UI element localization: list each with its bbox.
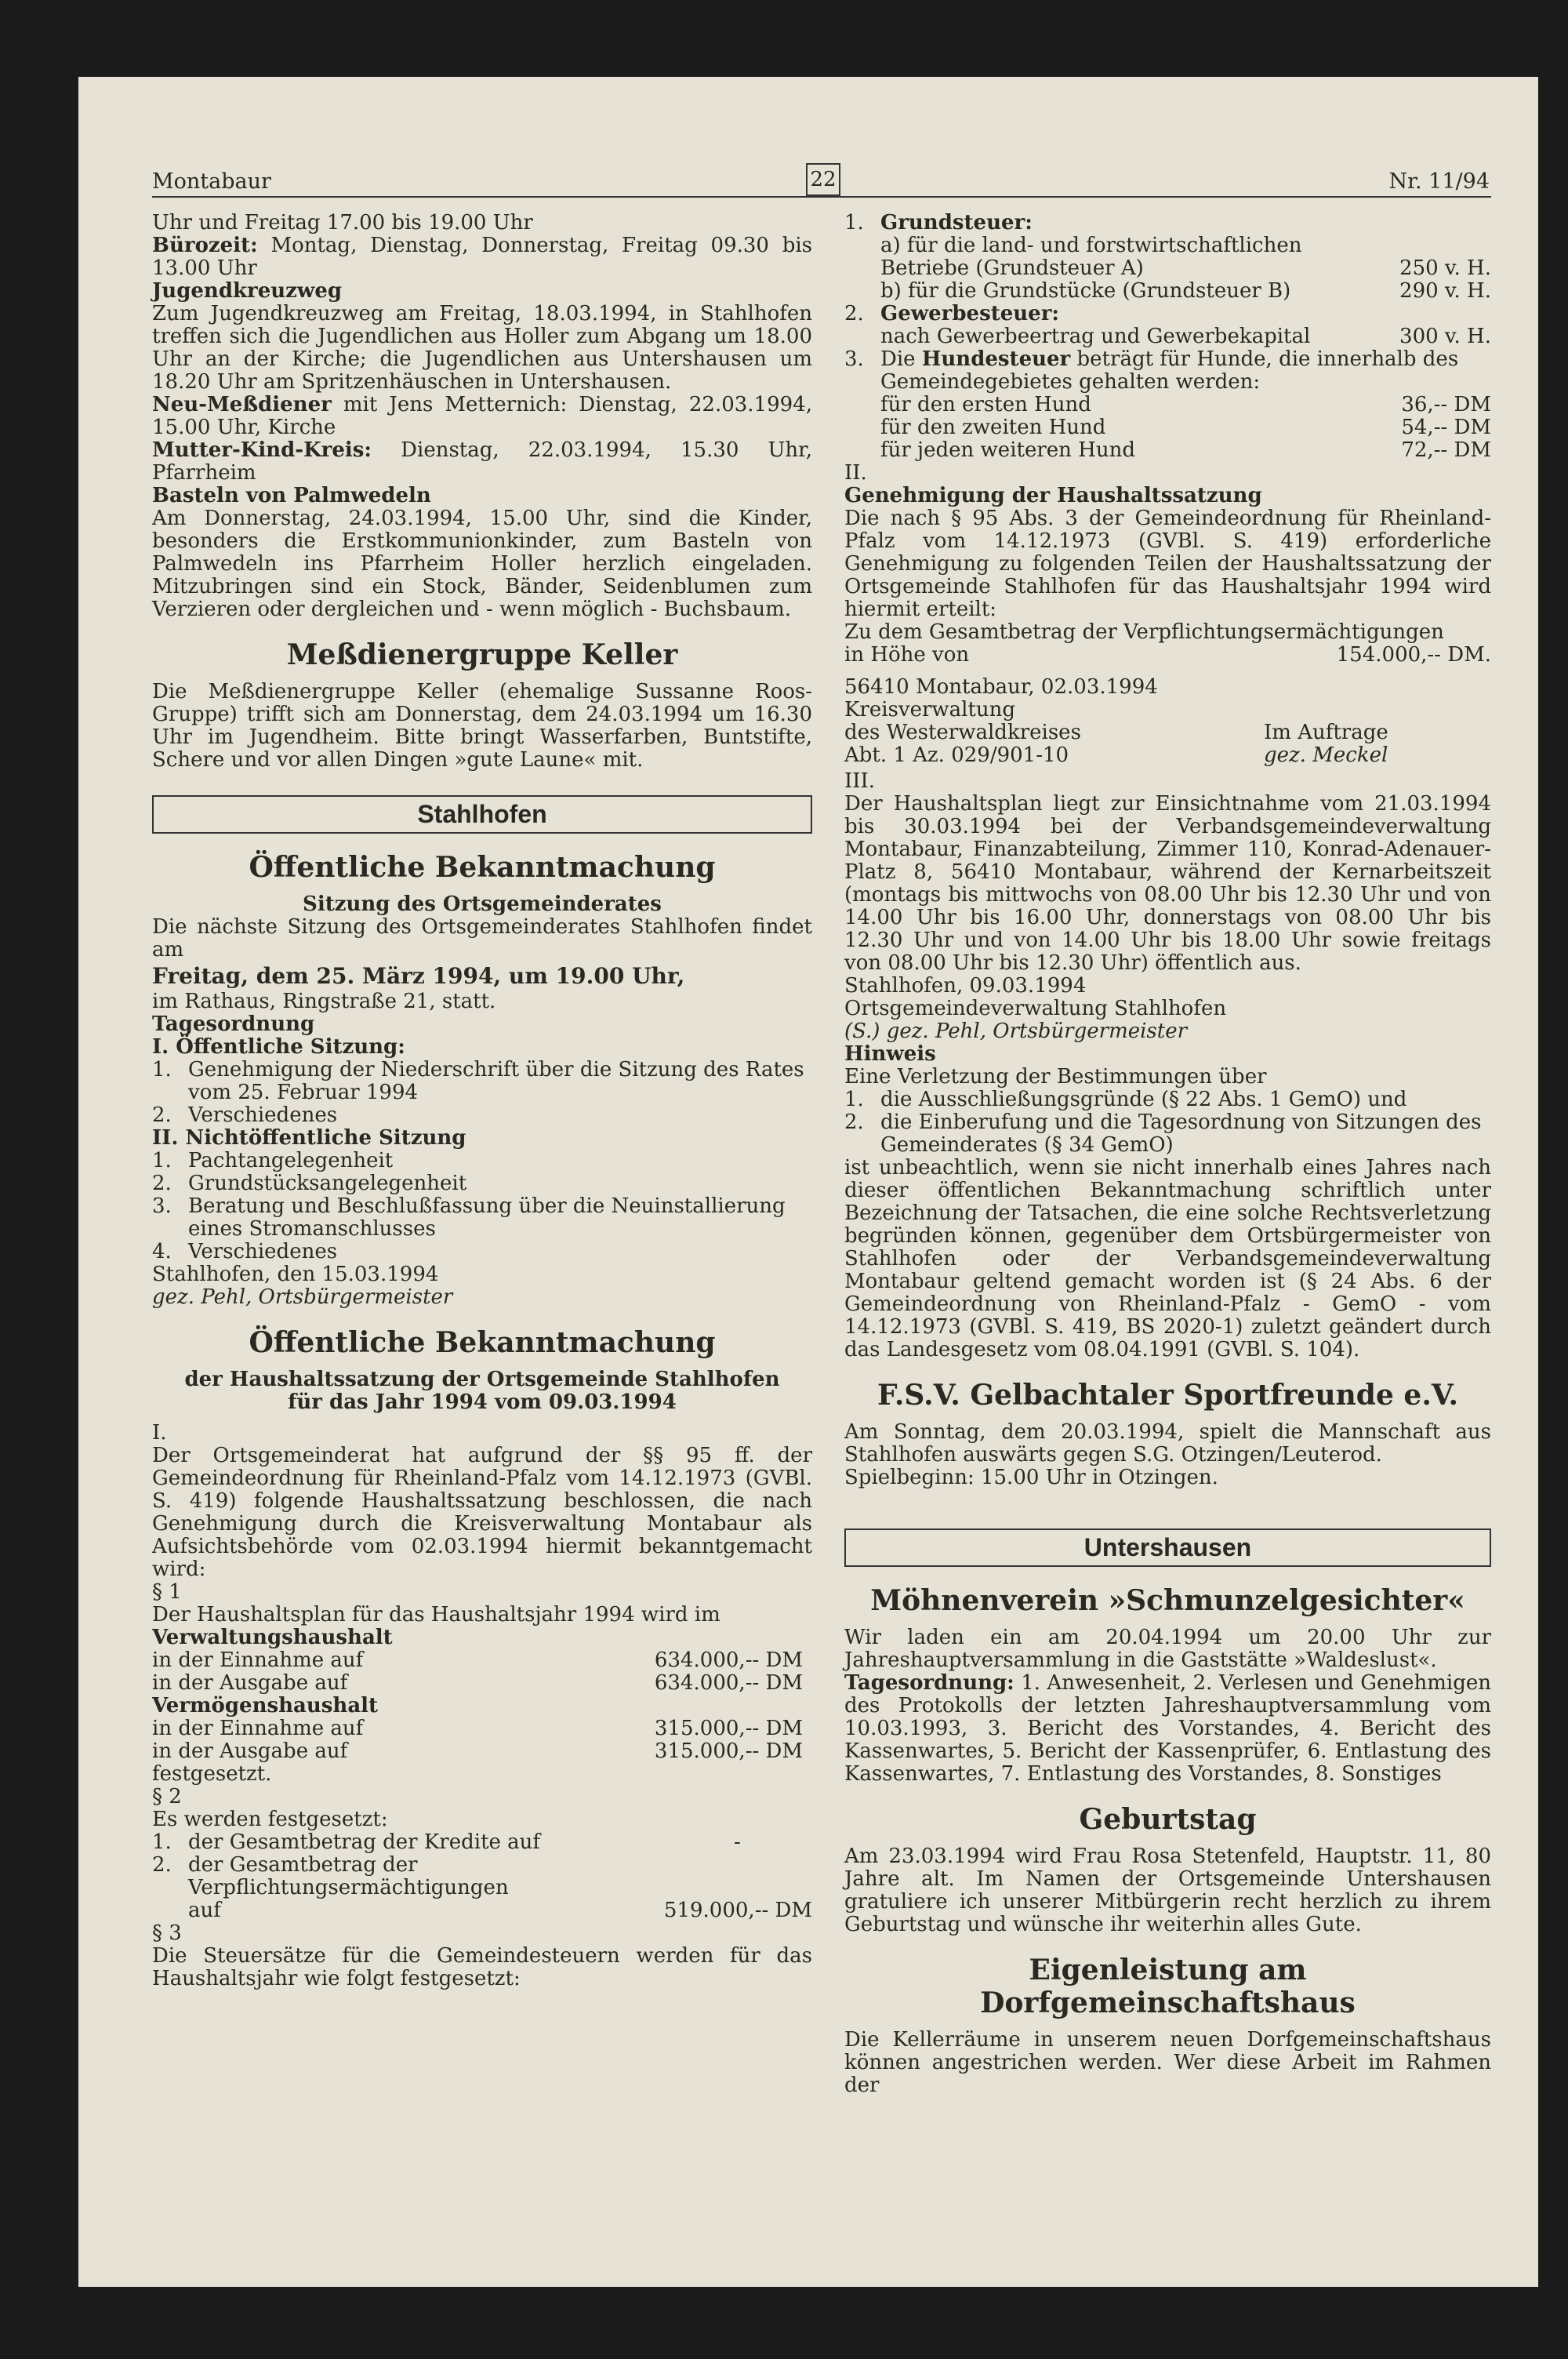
- tax-item: 2. Gewerbesteuer:: [844, 302, 1060, 325]
- paragraph: Die Meßdienergruppe Keller (ehemalige Sussanne Roos-Gruppe) trifft sich am Donnerstag, dem 24.03.1994 um 16.30 Uhr im Jugendheim. Bitte bringt Wasserfarben, Buntstifte, Schere und vor allen Dingen »gute Laune« mit.: [152, 680, 812, 772]
- text-line: Uhr und Freitag 17.00 bis 19.00 Uhr: [152, 211, 533, 234]
- left-column: [152, 212, 812, 1990]
- subhead: Jugendkreuzweg: [152, 279, 343, 303]
- agenda-heading: II. Nichtöffentliche Sitzung: [152, 1126, 466, 1150]
- signature: (S.) gez. Pehl, Ortsbürgermeister: [844, 1020, 1188, 1043]
- list-item: 1. Genehmigung der Niederschrift über die Sitzung des Rates vom 25. Februar 1994: [152, 1058, 804, 1104]
- paragraph: Die nächste Sitzung des Ortsgemeinderates Stahlhofen findet am: [152, 915, 812, 961]
- meeting-date: Freitag, dem 25. März 1994, um 19.00 Uhr,: [152, 963, 685, 989]
- agenda-heading: I. Öffentliche Sitzung:: [152, 1035, 405, 1059]
- paragraph-sign: § 3: [152, 1921, 182, 1945]
- tax-row: für den zweiten Hund 54,-- DM: [880, 416, 1491, 439]
- list-item: 1. Pachtangelegenheit: [152, 1149, 394, 1172]
- section-title: Geburtstag: [1079, 1803, 1257, 1836]
- budget-heading: Verwaltungshaushalt: [152, 1626, 393, 1649]
- notice-subtitle: für das Jahr 1994 vom 09.03.1994: [288, 1390, 677, 1414]
- agenda-title: Tagesordnung: [152, 1012, 315, 1036]
- paragraph: Der Haushaltsplan für das Haushaltsjahr 1994 wird im: [152, 1603, 720, 1627]
- roman-numeral: II.: [844, 461, 867, 485]
- subhead: Genehmigung der Haushaltssatzung: [844, 484, 1262, 507]
- header-town: Montabaur: [152, 169, 271, 194]
- section-title: Meßdienergruppe Keller: [286, 638, 678, 671]
- roman-numeral: I.: [152, 1421, 167, 1445]
- paragraph: Der Haushaltsplan liegt zur Einsichtnahme vom 21.03.1994 bis 30.03.1994 bei der Verbandsgemeindeverwaltung Montabaur, Finanzabteilung, Zimmer 110, Konrad-Adenauer-Platz 8, 56410 Montabaur, während der Kernarbeitszeit (montags bis mittwochs von 08.00 Uhr bis 12.30 Uhr und von 14.00 Uhr bis 16.00 Uhr, donnerstags von 08.00 Uhr bis 12.30 Uhr und von 14.00 Uhr bis 18.00 Uhr sowie freitags von 08.00 Uhr bis 12.30 Uhr) öffentlich aus.: [844, 792, 1491, 975]
- newspaper-page: [78, 77, 1538, 2287]
- paragraph: Es werden festgesetzt:: [152, 1808, 388, 1831]
- paragraph: Neu-Meßdiener mit Jens Metternich: Dienstag, 22.03.1994, 15.00 Uhr, Kirche: [152, 393, 812, 439]
- notice-subtitle: Sitzung des Ortsgemeinderates: [303, 892, 662, 916]
- sign-row: des Westerwaldkreises Im Auftrage: [844, 721, 1388, 744]
- list-item: 2. der Gesamtbetrag der Verpflichtungsermächtigungen auf 519.000,-- DM: [152, 1853, 812, 1922]
- budget-row: in der Einnahme auf 634.000,-- DM: [152, 1648, 803, 1672]
- header-rule: [152, 196, 1491, 198]
- budget-row: in der Ausgabe auf 634.000,-- DM: [152, 1671, 803, 1695]
- tax-row: nach Gewerbeertrag und Gewerbekapital 300 v. H.: [880, 325, 1491, 348]
- list-item: 3. Beratung und Beschlußfassung über die Neuinstallierung eines Stromanschlusses: [152, 1194, 786, 1241]
- list-item: 2. die Einberufung und die Tagesordnung von Sitzungen des Gemeinderates (§ 34 GemO): [844, 1110, 1482, 1157]
- list-item: 2. Grundstücksangelegenheit: [152, 1172, 467, 1195]
- tax-row: für den ersten Hund 36,-- DM: [880, 393, 1491, 416]
- paragraph: Eine Verletzung der Bestimmungen über: [844, 1065, 1267, 1089]
- list-item: 4. Verschiedenes: [152, 1240, 338, 1263]
- sign-row: Abt. 1 Az. 029/901-10 gez. Meckel: [844, 743, 1388, 767]
- list-item: 1. der Gesamtbetrag der Kredite auf -: [152, 1830, 741, 1854]
- sign-place: Stahlhofen, 09.03.1994: [844, 974, 1087, 998]
- section-title: Möhnenverein »Schmunzelgesichter«: [870, 1584, 1465, 1617]
- paragraph-sign: § 1: [152, 1580, 182, 1604]
- paragraph-sign: § 2: [152, 1785, 182, 1808]
- notice-subtitle: der Haushaltssatzung der Ortsgemeinde Stahlhofen: [184, 1368, 780, 1391]
- tax-row: b) für die Grundstücke (Grundsteuer B) 290 v. H.: [880, 279, 1491, 303]
- issue-number: Nr. 11/94: [1388, 169, 1490, 194]
- tax-row: a) für die land- und forstwirtschaftlichen Betriebe (Grundsteuer A) 250 v. H.: [880, 234, 1491, 280]
- paragraph: Die Kellerräume in unserem neuen Dorfgemeinschaftshaus können angestrichen werden. Wer diese Arbeit im Rahmen der: [844, 2028, 1491, 2097]
- section-title: F.S.V. Gelbachtaler Sportfreunde e.V.: [877, 1379, 1459, 1412]
- section-title: Eigenleistung am Dorfgemeinschaftshaus: [980, 1954, 1356, 2019]
- list-item: 2. Verschiedenes: [152, 1103, 338, 1127]
- paragraph: Mutter-Kind-Kreis: Dienstag, 22.03.1994, 15.30 Uhr, Pfarrheim: [152, 438, 813, 485]
- budget-row: in der Einnahme auf 315.000,-- DM: [152, 1717, 803, 1740]
- amount-row: in Höhe von 154.000,-- DM.: [844, 643, 1491, 667]
- paragraph: Am Donnerstag, 24.03.1994, 15.00 Uhr, sind die Kinder, besonders die Erstkommunionkinder, zum Basteln von Palmwedeln ins Pfarrheim Holler herzlich eingeladen. Mitzubringen sind ein Stock, Bänder, Seidenblumen zum Verzieren oder dergleichen und - wenn möglich - Buchsbaum.: [152, 507, 812, 621]
- paragraph: Zu dem Gesamtbetrag der Verpflichtungsermächtigungen: [844, 620, 1444, 644]
- roman-numeral: III.: [844, 769, 876, 793]
- paragraph: Zum Jugendkreuzweg am Freitag, 18.03.1994, in Stahlhofen treffen sich die Jugendlichen aus Holler zum Abgang um 18.00 Uhr an der Kirche; die Jugendlichen aus Untershausen um 18.20 Uhr am Spritzenhäuschen in Untershausen.: [152, 302, 812, 394]
- notice-title: Öffentliche Bekanntmachung: [249, 1326, 716, 1359]
- tax-item: 3. Die Hundesteuer beträgt für Hunde, die innerhalb des Gemeindegebietes gehalten werden:: [844, 347, 1459, 394]
- right-column: [844, 212, 1491, 2097]
- paragraph: im Rathaus, Ringstraße 21, statt.: [152, 990, 496, 1013]
- office-hours: Bürozeit: Montag, Dienstag, Donnerstag, Freitag 09.30 bis 13.00 Uhr: [152, 234, 812, 280]
- sign-place: Stahlhofen, den 15.03.1994: [152, 1263, 439, 1286]
- list-item: 1. die Ausschließungsgründe (§ 22 Abs. 1 GemO) und: [844, 1088, 1407, 1111]
- text-line: festgesetzt.: [152, 1762, 272, 1786]
- subhead: Hinweis: [844, 1042, 936, 1066]
- paragraph: Der Ortsgemeinderat hat aufgrund der §§ 95 ff. der Gemeindeordnung für Rheinland-Pfalz vom 14.12.1973 (GVBl. S. 419) folgende Haushaltssatzung beschlossen, die nach Genehmigung durch die Kreisverwaltung Montabaur als Aufsichtsbehörde vom 02.03.1994 hiermit bekanntgemacht wird:: [152, 1444, 812, 1581]
- text-line: Ortsgemeindeverwaltung Stahlhofen: [844, 997, 1227, 1020]
- paragraph: Wir laden ein am 20.04.1994 um 20.00 Uhr zur Jahreshauptversammlung in die Gaststätte »Waldeslust«.: [844, 1626, 1491, 1672]
- tax-item: 1. Grundsteuer:: [844, 211, 1033, 234]
- budget-row: in der Ausgabe auf 315.000,-- DM: [152, 1739, 803, 1763]
- budget-heading: Vermögenshaushalt: [152, 1694, 379, 1717]
- section-box-untershausen: Untershausen: [844, 1528, 1491, 1567]
- text-line: Kreisverwaltung: [844, 698, 1016, 722]
- paragraph: Am Sonntag, dem 20.03.1994, spielt die Mannschaft aus Stahlhofen auswärts gegen S.G. Otzingen/Leuterod.: [844, 1420, 1491, 1467]
- section-box-stahlhofen: Stahlhofen: [152, 795, 812, 834]
- paragraph: Die Steuersätze für die Gemeindesteuern werden für das Haushaltsjahr wie folgt festgesetzt:: [152, 1944, 812, 1990]
- subhead: Basteln von Palmwedeln: [152, 484, 431, 507]
- paragraph: Am 23.03.1994 wird Frau Rosa Stetenfeld, Hauptstr. 11, 80 Jahre alt. Im Namen der Ortsgemeinde Untershausen gratuliere ich unserer Mitbürgerin recht herzlich zu ihrem Geburtstag und wünsche ihr weiterhin alles Gute.: [844, 1845, 1491, 1936]
- sign-place: 56410 Montabaur, 02.03.1994: [844, 675, 1158, 699]
- paragraph: Spielbeginn: 15.00 Uhr in Otzingen.: [844, 1466, 1218, 1489]
- page-number: 22: [806, 163, 840, 196]
- notice-title: Öffentliche Bekanntmachung: [249, 851, 716, 884]
- paragraph: ist unbeachtlich, wenn sie nicht innerhalb eines Jahres nach dieser öffentlichen Bekanntmachung schriftlich unter Bezeichnung der Tatsachen, die eine solche Rechtsverletzung begründen können, gegenüber dem Ortsbürgermeister von Stahlhofen oder der Verbandsgemeindeverwaltung Montabaur geltend gemacht worden ist (§ 24 Abs. 6 der Gemeindeordnung von Rheinland-Pfalz - GemO - vom 14.12.1973 (GVBl. S. 419, BS 2020-1) zuletzt geändert durch das Landesgesetz vom 08.04.1991 (GVBl. S. 104).: [844, 1156, 1491, 1361]
- paragraph: Tagesordnung: 1. Anwesenheit, 2. Verlesen und Genehmigen des Protokolls der letzten Jahreshauptversammlung vom 10.03.1993, 3. Bericht des Vorstandes, 4. Bericht des Kassenwartes, 5. Bericht der Kassenprüfer, 6. Entlastung des Kassenwartes, 7. Entlastung des Vorstandes, 8. Sonstiges: [844, 1671, 1491, 1786]
- tax-row: für jeden weiteren Hund 72,-- DM: [880, 438, 1491, 462]
- signature: gez. Pehl, Ortsbürgermeister: [152, 1285, 453, 1309]
- paragraph: Die nach § 95 Abs. 3 der Gemeindeordnung für Rheinland-Pfalz vom 14.12.1973 (GVBl. S. 419) erforderliche Genehmigung zu folgenden Teilen der Haushaltssatzung der Ortsgemeinde Stahlhofen für das Haushaltsjahr 1994 wird hiermit erteilt:: [844, 507, 1491, 621]
